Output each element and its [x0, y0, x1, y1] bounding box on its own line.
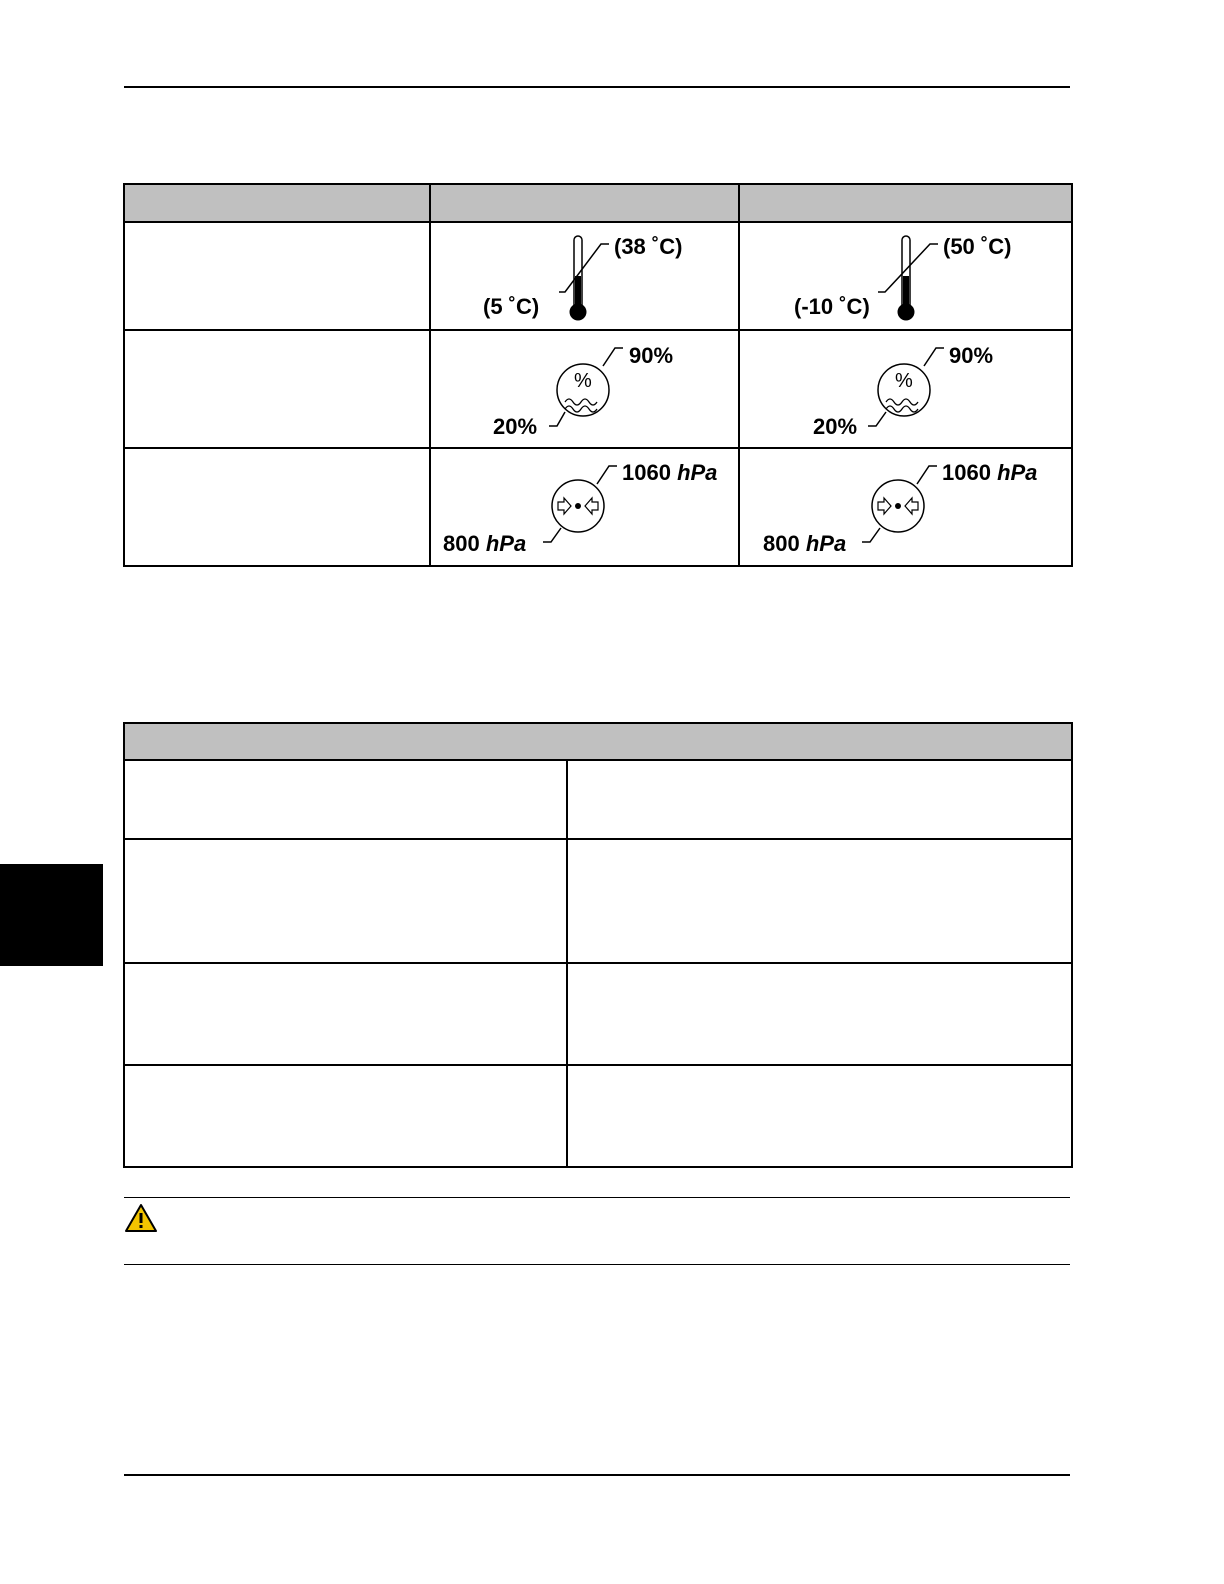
storage-pressure-high: [942, 462, 1037, 484]
operating-pressure-low: [443, 533, 526, 555]
table-cell: [567, 1065, 1072, 1167]
row-label-cell: [124, 330, 430, 448]
table-header-row: [124, 723, 1072, 760]
environmental-conditions-table: [123, 183, 1073, 567]
pressure-unit: hPa: [485, 531, 527, 556]
storage-temperature-cell: [739, 222, 1072, 330]
table-cell: [124, 760, 567, 839]
header-cell-operating: [430, 184, 739, 222]
pressure-value: 800: [763, 531, 806, 556]
operating-humidity-low: 20%: [493, 414, 538, 439]
storage-pressure-cell: [739, 448, 1072, 566]
table-row-pressure: [124, 448, 1072, 566]
table-cell: [567, 760, 1072, 839]
humidity-symbol-percent: %: [574, 370, 592, 392]
chapter-side-tab: [0, 864, 103, 966]
storage-temp-low: (-10 ˚C): [794, 294, 870, 319]
operating-temperature-cell: [430, 222, 739, 330]
table-cell: [567, 839, 1072, 963]
table-row-temperature: [124, 222, 1072, 330]
operating-humidity-high: 90%: [629, 343, 674, 368]
row-label-cell: [124, 448, 430, 566]
row-label-cell: [124, 222, 430, 330]
table-cell: [124, 1065, 567, 1167]
pressure-value: 1060: [942, 460, 998, 485]
header-cell: [124, 723, 1072, 760]
thermometer-icon: [740, 224, 1069, 328]
humidity-symbol-percent: %: [895, 370, 913, 392]
pressure-unit: hPa: [805, 531, 847, 556]
pressure-unit: hPa: [997, 460, 1038, 485]
operating-pressure-cell: [430, 448, 739, 566]
caution-triangle-icon: [124, 1203, 158, 1233]
operating-pressure-high: [622, 462, 717, 484]
pressure-value: 1060: [622, 460, 678, 485]
header-cell-condition: [124, 184, 430, 222]
storage-humidity-low: 20%: [813, 414, 858, 439]
table-row: [124, 760, 1072, 839]
caution-bottom-rule: [124, 1264, 1070, 1265]
header-rule: [124, 86, 1070, 88]
table-cell: [124, 839, 567, 963]
table-row-humidity: [124, 330, 1072, 448]
table-cell: [567, 963, 1072, 1065]
footer-rule: [124, 1474, 1070, 1476]
storage-temp-high: (50 ˚C): [943, 234, 1012, 259]
pressure-value: 800: [443, 531, 486, 556]
caution-top-rule: [124, 1197, 1070, 1198]
table-row: [124, 1065, 1072, 1167]
caution-block: [124, 1203, 158, 1238]
thermometer-icon: [431, 224, 736, 328]
storage-humidity-high: 90%: [949, 343, 994, 368]
table-row: [124, 963, 1072, 1065]
specifications-table: [123, 722, 1073, 1168]
table-cell: [124, 963, 567, 1065]
table-row: [124, 839, 1072, 963]
pressure-unit: hPa: [677, 460, 718, 485]
storage-pressure-low: [763, 533, 846, 555]
table-header-row: [124, 184, 1072, 222]
operating-temp-low: (5 ˚C): [483, 294, 540, 319]
storage-humidity-cell: [739, 330, 1072, 448]
operating-temp-high: (38 ˚C): [614, 234, 683, 259]
operating-humidity-cell: [430, 330, 739, 448]
header-cell-storage: [739, 184, 1072, 222]
